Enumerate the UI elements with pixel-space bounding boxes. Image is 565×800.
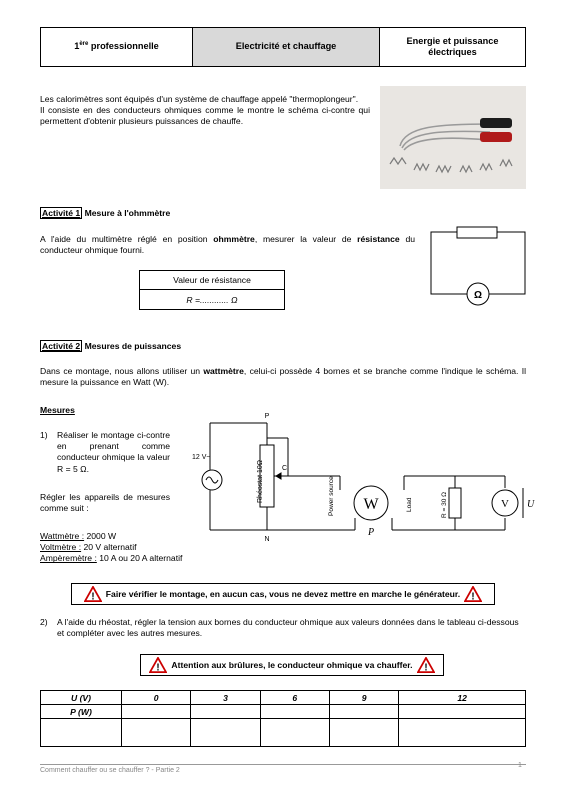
measurement-table — [40, 690, 526, 747]
warning-icon — [417, 657, 435, 673]
voltmeter-v: V — [501, 498, 509, 510]
row-label-p: P (W) — [41, 705, 122, 719]
row-label-u: U (V) — [41, 691, 122, 705]
table-cell[interactable] — [260, 719, 329, 747]
warning-box-2: ! Attention aux brûlures, le conducteur ohmique va chauffer. ! — [140, 654, 444, 676]
ohm-symbol: Ω — [473, 290, 483, 301]
p-top-label: P — [264, 413, 270, 420]
header-table — [40, 27, 526, 67]
svg-text:!: ! — [91, 591, 95, 602]
table-cell[interactable] — [122, 719, 191, 747]
activity1-title: Activité 1 Mesure à l'ohmmètre — [42, 208, 171, 218]
rheostat-label: Rhéostat 10Ω — [257, 460, 264, 503]
intro-text: Les calorimètres sont équipés d'un système de chauffage appelé "thermoplongeur". Il consiste en des conducteurs ohmiques comme le montre le schéma ci-contre qui permettent d'obtenir plusieurs puissances de chauffe. — [40, 94, 370, 127]
resistor-label: R = 30 Ω — [441, 492, 448, 518]
warning-icon — [149, 657, 167, 673]
table-cell: 9 — [329, 691, 398, 705]
mesures-heading: Mesures — [40, 405, 75, 415]
table-row — [41, 705, 526, 719]
table-cell[interactable] — [329, 705, 398, 719]
warning-icon — [464, 586, 482, 602]
warning-icon — [84, 586, 102, 602]
wattmeter-circuit — [190, 408, 540, 543]
table-cell[interactable] — [329, 719, 398, 747]
table-cell[interactable] — [399, 719, 526, 747]
regler-text: Régler les appareils de mesures comme suit : — [40, 492, 170, 514]
wattmeter-w: W — [363, 496, 379, 513]
table-cell[interactable] — [191, 705, 260, 719]
load-label: Load — [406, 497, 413, 512]
thermoplongeur-photo — [380, 86, 526, 189]
resistance-box-header: Valeur de résistance — [140, 271, 284, 290]
table-cell — [41, 719, 122, 747]
n-label: N — [264, 536, 270, 543]
topic-cell: Energie et puissance électriques — [406, 35, 499, 57]
table-cell: 3 — [191, 691, 260, 705]
subject-cell: Electricité et chauffage — [193, 28, 380, 66]
svg-text:!: ! — [156, 662, 161, 673]
activity1-text: A l'aide du multimètre réglé en position ohmmètre, mesurer la valeur de résistance du conducteur ohmique fourni. — [40, 234, 415, 256]
u-label: U — [527, 499, 535, 510]
svg-text:!: ! — [471, 591, 475, 602]
ohmmeter-circuit — [430, 218, 526, 310]
power-source-label: Power source — [328, 476, 335, 516]
svg-text:!: ! — [423, 662, 428, 673]
table-row — [41, 691, 526, 705]
activity2-text: Dans ce montage, nous allons utiliser un wattmètre, celui-ci possède 4 bornes et se branche comme l'indique le schéma. Il mesure la puissance en Watt (W). — [40, 366, 527, 388]
resistance-box-value: R =............ Ω — [186, 294, 238, 305]
step1: 1) Réaliser le montage ci-contre en prenant comme conducteur ohmique la valeur R = 5 Ω. — [40, 430, 170, 474]
level-cell: 1ère professionnelle — [41, 28, 193, 66]
warning-box-1: ! Faire vérifier le montage, en aucun cas, vous ne devez mettre en marche le générateur. ! — [71, 583, 495, 605]
table-cell: 6 — [260, 691, 329, 705]
activity2-title: Activité 2 Mesures de puissances — [42, 341, 182, 351]
table-cell[interactable] — [260, 705, 329, 719]
footer-text: Comment chauffer ou se chauffer ? - Partie 2 — [40, 764, 526, 774]
settings-list: Wattmètre : 2000 W Voltmètre : 20 V alternatif Ampèremètre : 10 A ou 20 A alternatif — [40, 531, 183, 564]
table-cell[interactable] — [122, 705, 191, 719]
table-cell: 12 — [399, 691, 526, 705]
page-number: 1 — [518, 762, 522, 769]
table-cell[interactable] — [399, 705, 526, 719]
step2: 2) A l'aide du rhéostat, régler la tension aux bornes du conducteur ohmique aux valeurs données dans le tableau ci-dessous et compléter avec les autres mesures. — [40, 617, 519, 639]
source-label: 12 V~ — [192, 454, 211, 461]
resistance-box — [139, 270, 285, 310]
cursor-label: C — [282, 465, 288, 472]
table-row — [41, 719, 526, 747]
wattmeter-p: P — [367, 527, 375, 538]
table-cell: 0 — [122, 691, 191, 705]
table-cell[interactable] — [191, 719, 260, 747]
